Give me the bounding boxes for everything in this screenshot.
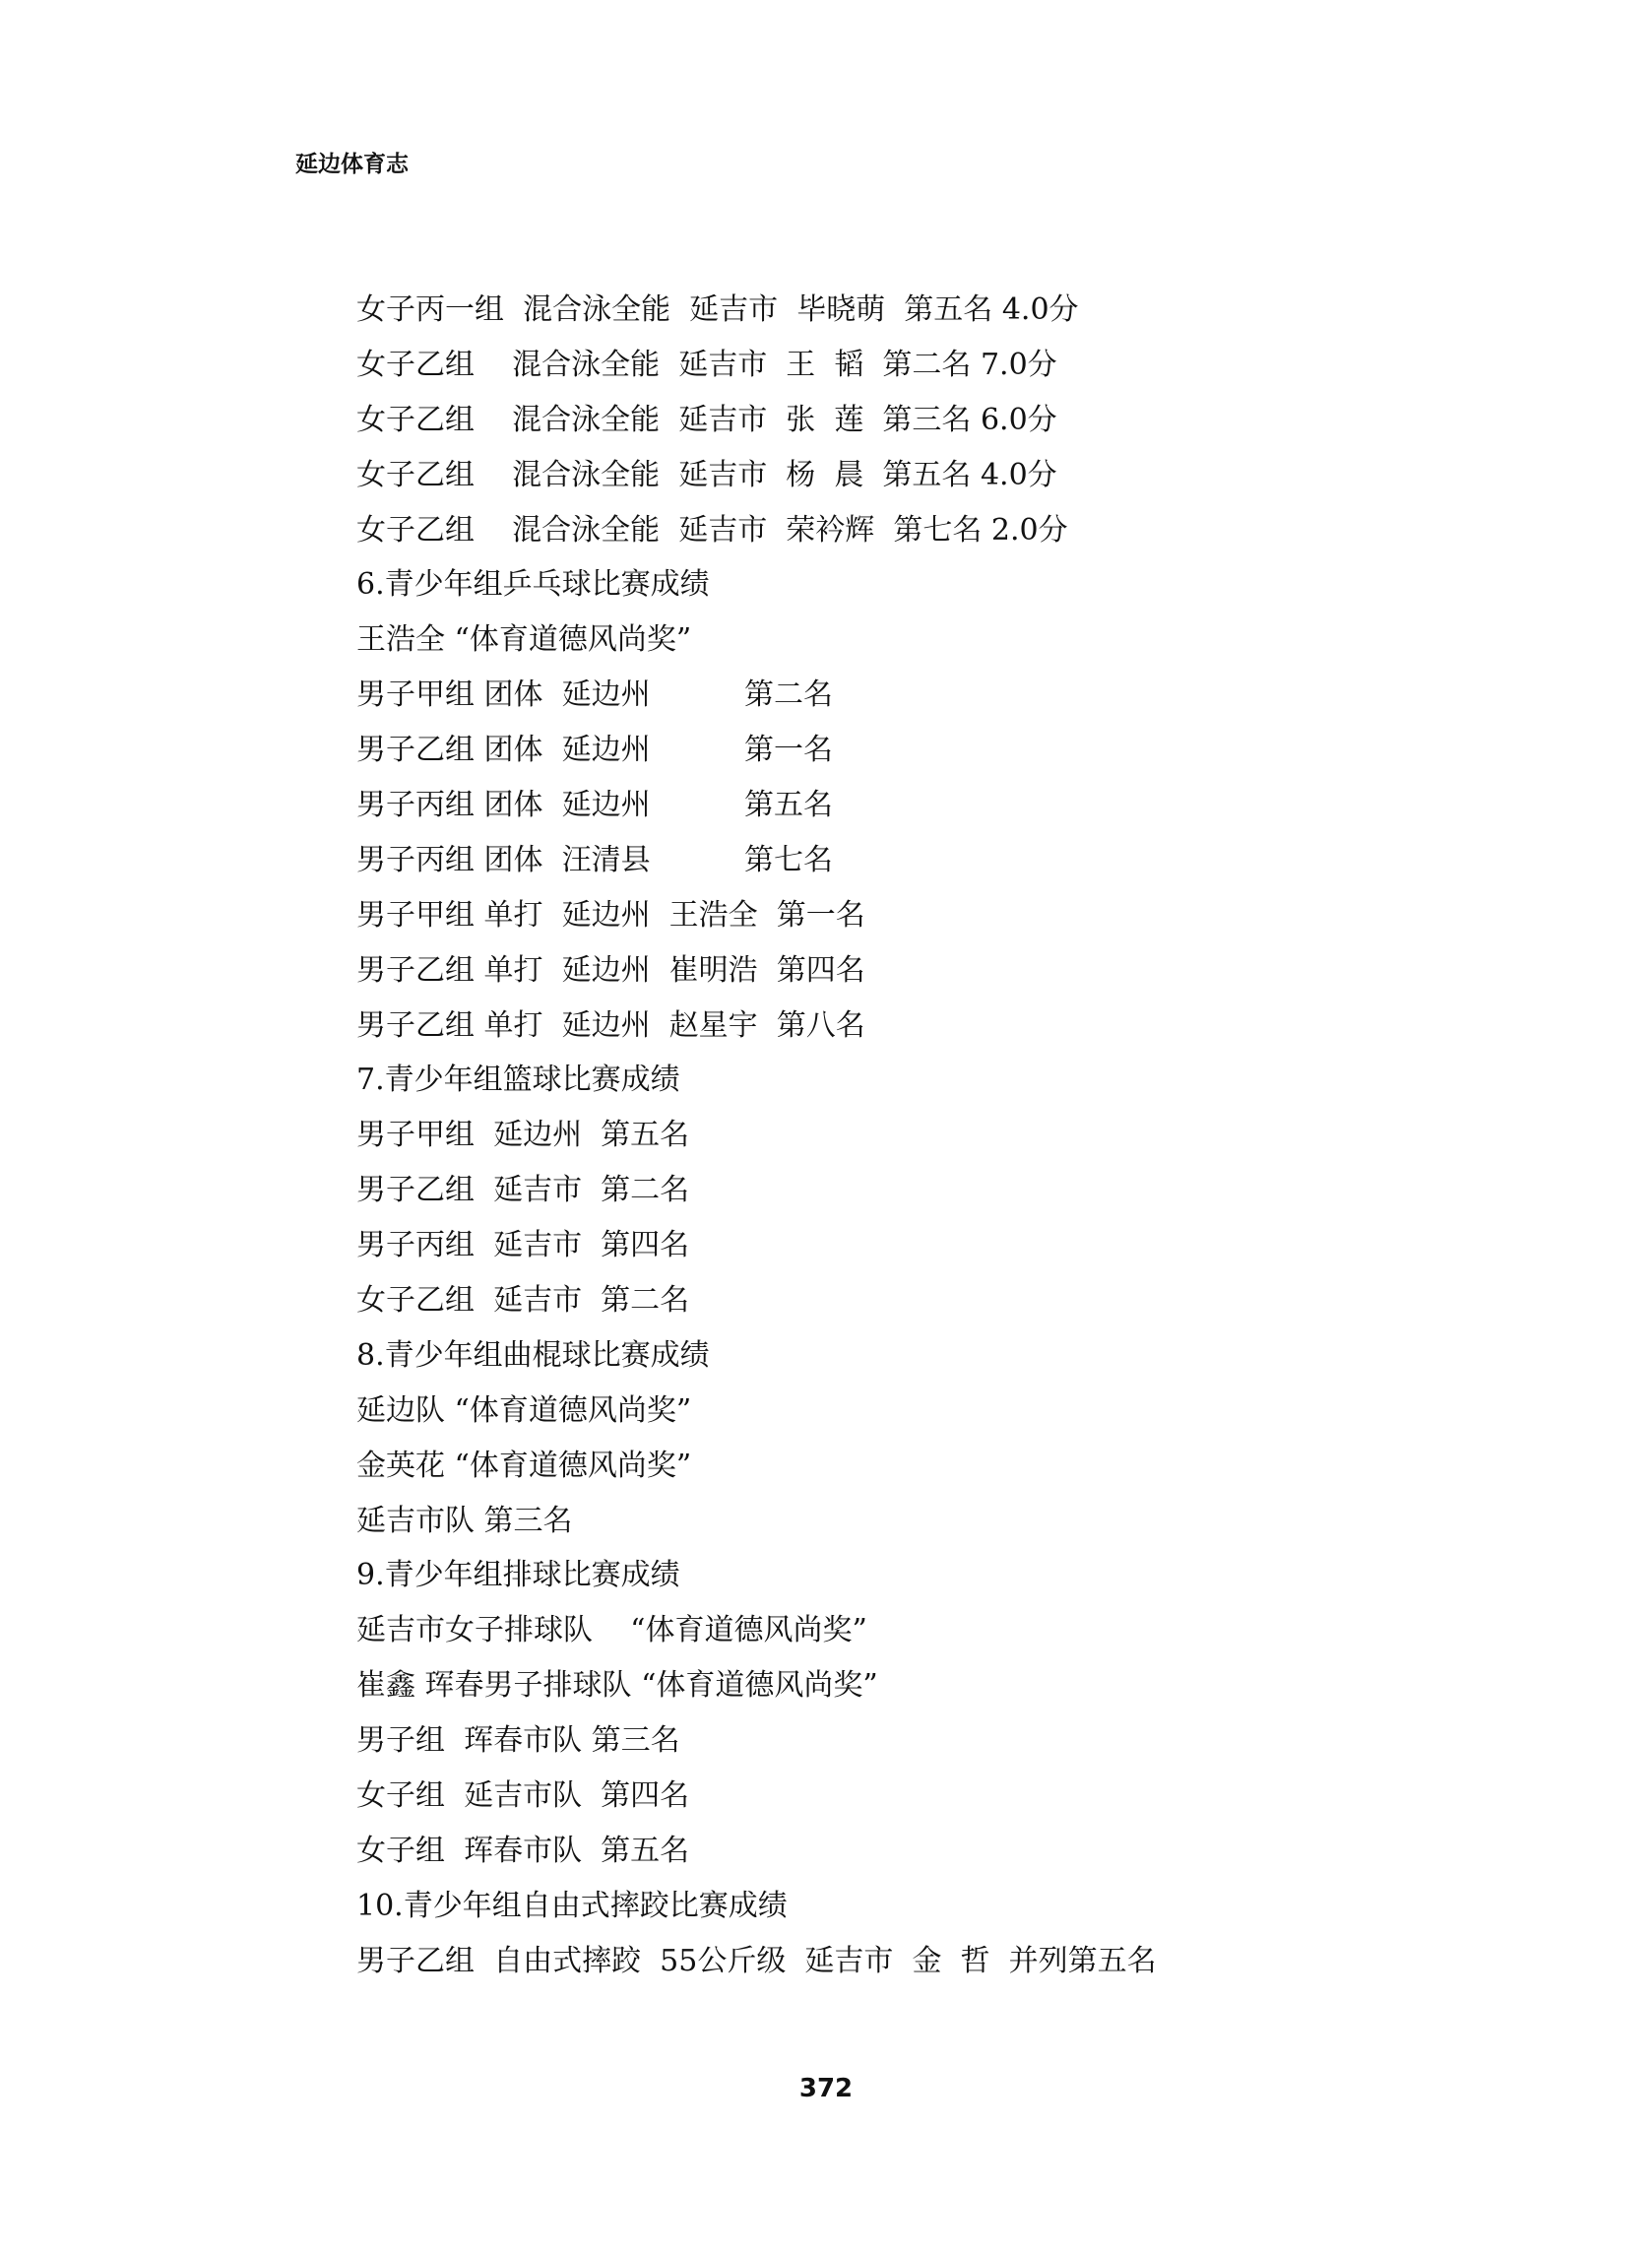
result-line: 男子甲组 延边州 第五名 bbox=[356, 1118, 690, 1153]
result-line: 王浩全 “体育道德风尚奖” bbox=[356, 622, 692, 658]
result-line: 男子乙组 单打 延边州 赵星宇 第八名 bbox=[356, 1007, 865, 1043]
result-line: 男子丙组 延吉市 第四名 bbox=[356, 1228, 690, 1263]
result-line: 男子组 珲春市队 第三名 bbox=[356, 1723, 680, 1759]
result-line: 男子乙组 单打 延边州 崔明浩 第四名 bbox=[356, 952, 865, 988]
result-line: 延边队 “体育道德风尚奖” bbox=[356, 1392, 692, 1428]
result-line: 女子丙一组 混合泳全能 延吉市 毕晓萌 第五名 4.0分 bbox=[356, 292, 1079, 327]
section-heading: 6.青少年组乒乓球比赛成绩 bbox=[356, 567, 710, 603]
section-heading: 8.青少年组曲棍球比赛成绩 bbox=[356, 1337, 710, 1373]
result-line: 男子丙组 团体 延边州 第五名 bbox=[356, 788, 833, 823]
section-heading: 10.青少年组自由式摔跤比赛成绩 bbox=[356, 1888, 788, 1923]
result-line: 女子乙组 延吉市 第二名 bbox=[356, 1283, 690, 1319]
section-heading: 9.青少年组排球比赛成绩 bbox=[356, 1558, 680, 1593]
result-line: 延吉市女子排球队 “体育道德风尚奖” bbox=[356, 1613, 867, 1648]
result-line: 男子甲组 团体 延边州 第二名 bbox=[356, 677, 833, 713]
result-line: 女子乙组 混合泳全能 延吉市 王 韬 第二名 7.0分 bbox=[356, 347, 1057, 382]
result-line: 男子乙组 团体 延边州 第一名 bbox=[356, 733, 833, 768]
result-line: 男子乙组 延吉市 第二名 bbox=[356, 1173, 690, 1208]
result-line: 崔鑫 珲春男子排球队 “体育道德风尚奖” bbox=[356, 1668, 878, 1704]
result-line: 男子甲组 单打 延边州 王浩全 第一名 bbox=[356, 897, 865, 933]
result-line: 女子乙组 混合泳全能 延吉市 荣衿辉 第七名 2.0分 bbox=[356, 512, 1068, 548]
result-line: 女子组 珲春市队 第五名 bbox=[356, 1833, 690, 1868]
result-line: 女子组 延吉市队 第四名 bbox=[356, 1778, 690, 1814]
result-line: 延吉市队 第三名 bbox=[356, 1503, 573, 1538]
section-heading: 7.青少年组篮球比赛成绩 bbox=[356, 1063, 680, 1098]
result-line: 男子丙组 团体 汪清县 第七名 bbox=[356, 842, 833, 877]
result-line: 女子乙组 混合泳全能 延吉市 张 莲 第三名 6.0分 bbox=[356, 402, 1057, 437]
running-head-title: 延边体育志 bbox=[295, 152, 409, 177]
result-line: 金英花 “体育道德风尚奖” bbox=[356, 1448, 692, 1483]
result-line: 女子乙组 混合泳全能 延吉市 杨 晨 第五名 4.0分 bbox=[356, 457, 1057, 492]
results-list bbox=[356, 288, 1439, 1994]
result-line: 男子乙组 自由式摔跤 55公斤级 延吉市 金 哲 并列第五名 bbox=[356, 1943, 1157, 1978]
page-number: 372 bbox=[798, 2074, 854, 2103]
